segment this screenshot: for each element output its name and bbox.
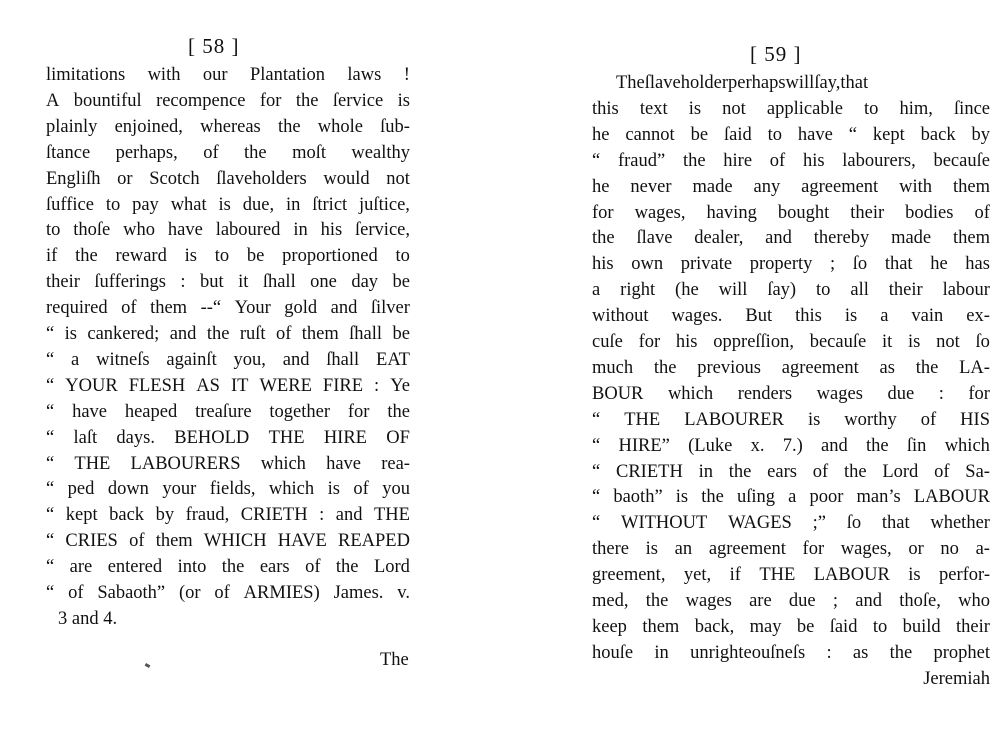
text-line: A bountiful recompence for the ſervice is (46, 90, 410, 111)
text-line: a right (he will ſay) to all their labour (592, 280, 990, 301)
text-line: “ THE LABOURER is worthy of HIS (592, 409, 990, 430)
text-line: houſe in unrighteouſneſs : as the prophet (592, 642, 990, 663)
text-line: he never made any agreement with them (592, 176, 990, 197)
text-line: “ fraud” the hire of his labourers, becauſe (592, 150, 990, 171)
left-page (0, 0, 470, 752)
text-line: BOUR which renders wages due : for (592, 383, 990, 404)
text-line: his own private property ; ſo that he has (592, 254, 990, 275)
text-line: ſtance perhaps, of the moſt wealthy (46, 142, 410, 163)
text-line: to thoſe who have laboured in his ſervice, (46, 220, 410, 241)
text-line: 3 and 4. (58, 608, 118, 629)
left-page-number: [ 58 ] (188, 34, 240, 58)
text-line: “ CRIETH in the ears of the Lord of Sa- (592, 461, 990, 482)
text-line: greement, yet, if THE LABOUR is perfor- (592, 565, 990, 586)
text-line: cuſe for his oppreſſion, becauſe it is not ſo (592, 332, 990, 352)
text-line: “ baoth” is the uſing a poor man’s LABOUR (592, 487, 990, 508)
text-line: “ WITHOUT WAGES ;” ſo that whether (592, 513, 990, 534)
text-line: their ſufferings : but it ſhall one day be (46, 272, 410, 293)
text-line: The ſlaveholder perhaps will ſay, that (616, 73, 869, 93)
text-line: “ ped down your fields, which is of you (46, 479, 410, 500)
text-line: if the reward is to be proportioned to (46, 246, 410, 267)
text-line: “ are entered into the ears of the Lord (46, 557, 410, 578)
right-page-number: [ 59 ] (750, 42, 802, 66)
text-line: Engliſh or Scotch ſlaveholders would not (46, 168, 410, 189)
text-line: “ have heaped treaſure together for the (46, 401, 410, 422)
text-line: ſuffice to pay what is due, in ſtrict juſtice, (46, 194, 410, 215)
text-line: Jeremiah (923, 668, 990, 689)
text-line: “ a witneſs againſt you, and ſhall EAT (46, 349, 410, 370)
text-line: “ YOUR FLESH AS IT WERE FIRE : Ye (46, 375, 410, 396)
text-line: “ HIRE” (Luke x. 7.) and the ſin which (592, 435, 990, 456)
text-line: required of them --“ Your gold and ſilver (46, 298, 410, 319)
text-line: this text is not applicable to him, ſince (592, 98, 990, 119)
text-line: “ of Sabaoth” (or of ARMIES) James. v. (46, 583, 410, 603)
text-line: keep them back, may be ſaid to build their (592, 616, 990, 637)
text-line: “ kept back by fraud, CRIETH : and THE (46, 505, 410, 526)
ink-speck (145, 663, 151, 668)
text-line: “ laſt days. BEHOLD THE HIRE OF (46, 427, 410, 448)
text-line: plainly enjoined, whereas the whole ſub- (46, 116, 410, 137)
text-line: “ THE LABOURERS which have rea- (46, 453, 410, 474)
left-catchword: The (380, 650, 409, 670)
text-line: for wages, having bought their bodies of (592, 202, 990, 223)
text-line: “ CRIES of them WHICH HAVE REAPED (46, 531, 410, 552)
text-line: the ſlave dealer, and thereby made them (592, 228, 990, 249)
text-line: limitations with our Plantation laws ! (46, 65, 410, 85)
text-line: med, the wages are due ; and thoſe, who (592, 591, 990, 611)
text-line: much the previous agreement as the LA- (592, 357, 990, 378)
text-line: “ is cankered; and the ruſt of them ſhall be (46, 324, 410, 344)
text-line: he cannot be ſaid to have “ kept back by (592, 124, 990, 145)
right-page (540, 0, 990, 752)
text-line: without wages. But this is a vain ex- (592, 306, 990, 327)
text-line: there is an agreement for wages, or no a- (592, 539, 990, 560)
